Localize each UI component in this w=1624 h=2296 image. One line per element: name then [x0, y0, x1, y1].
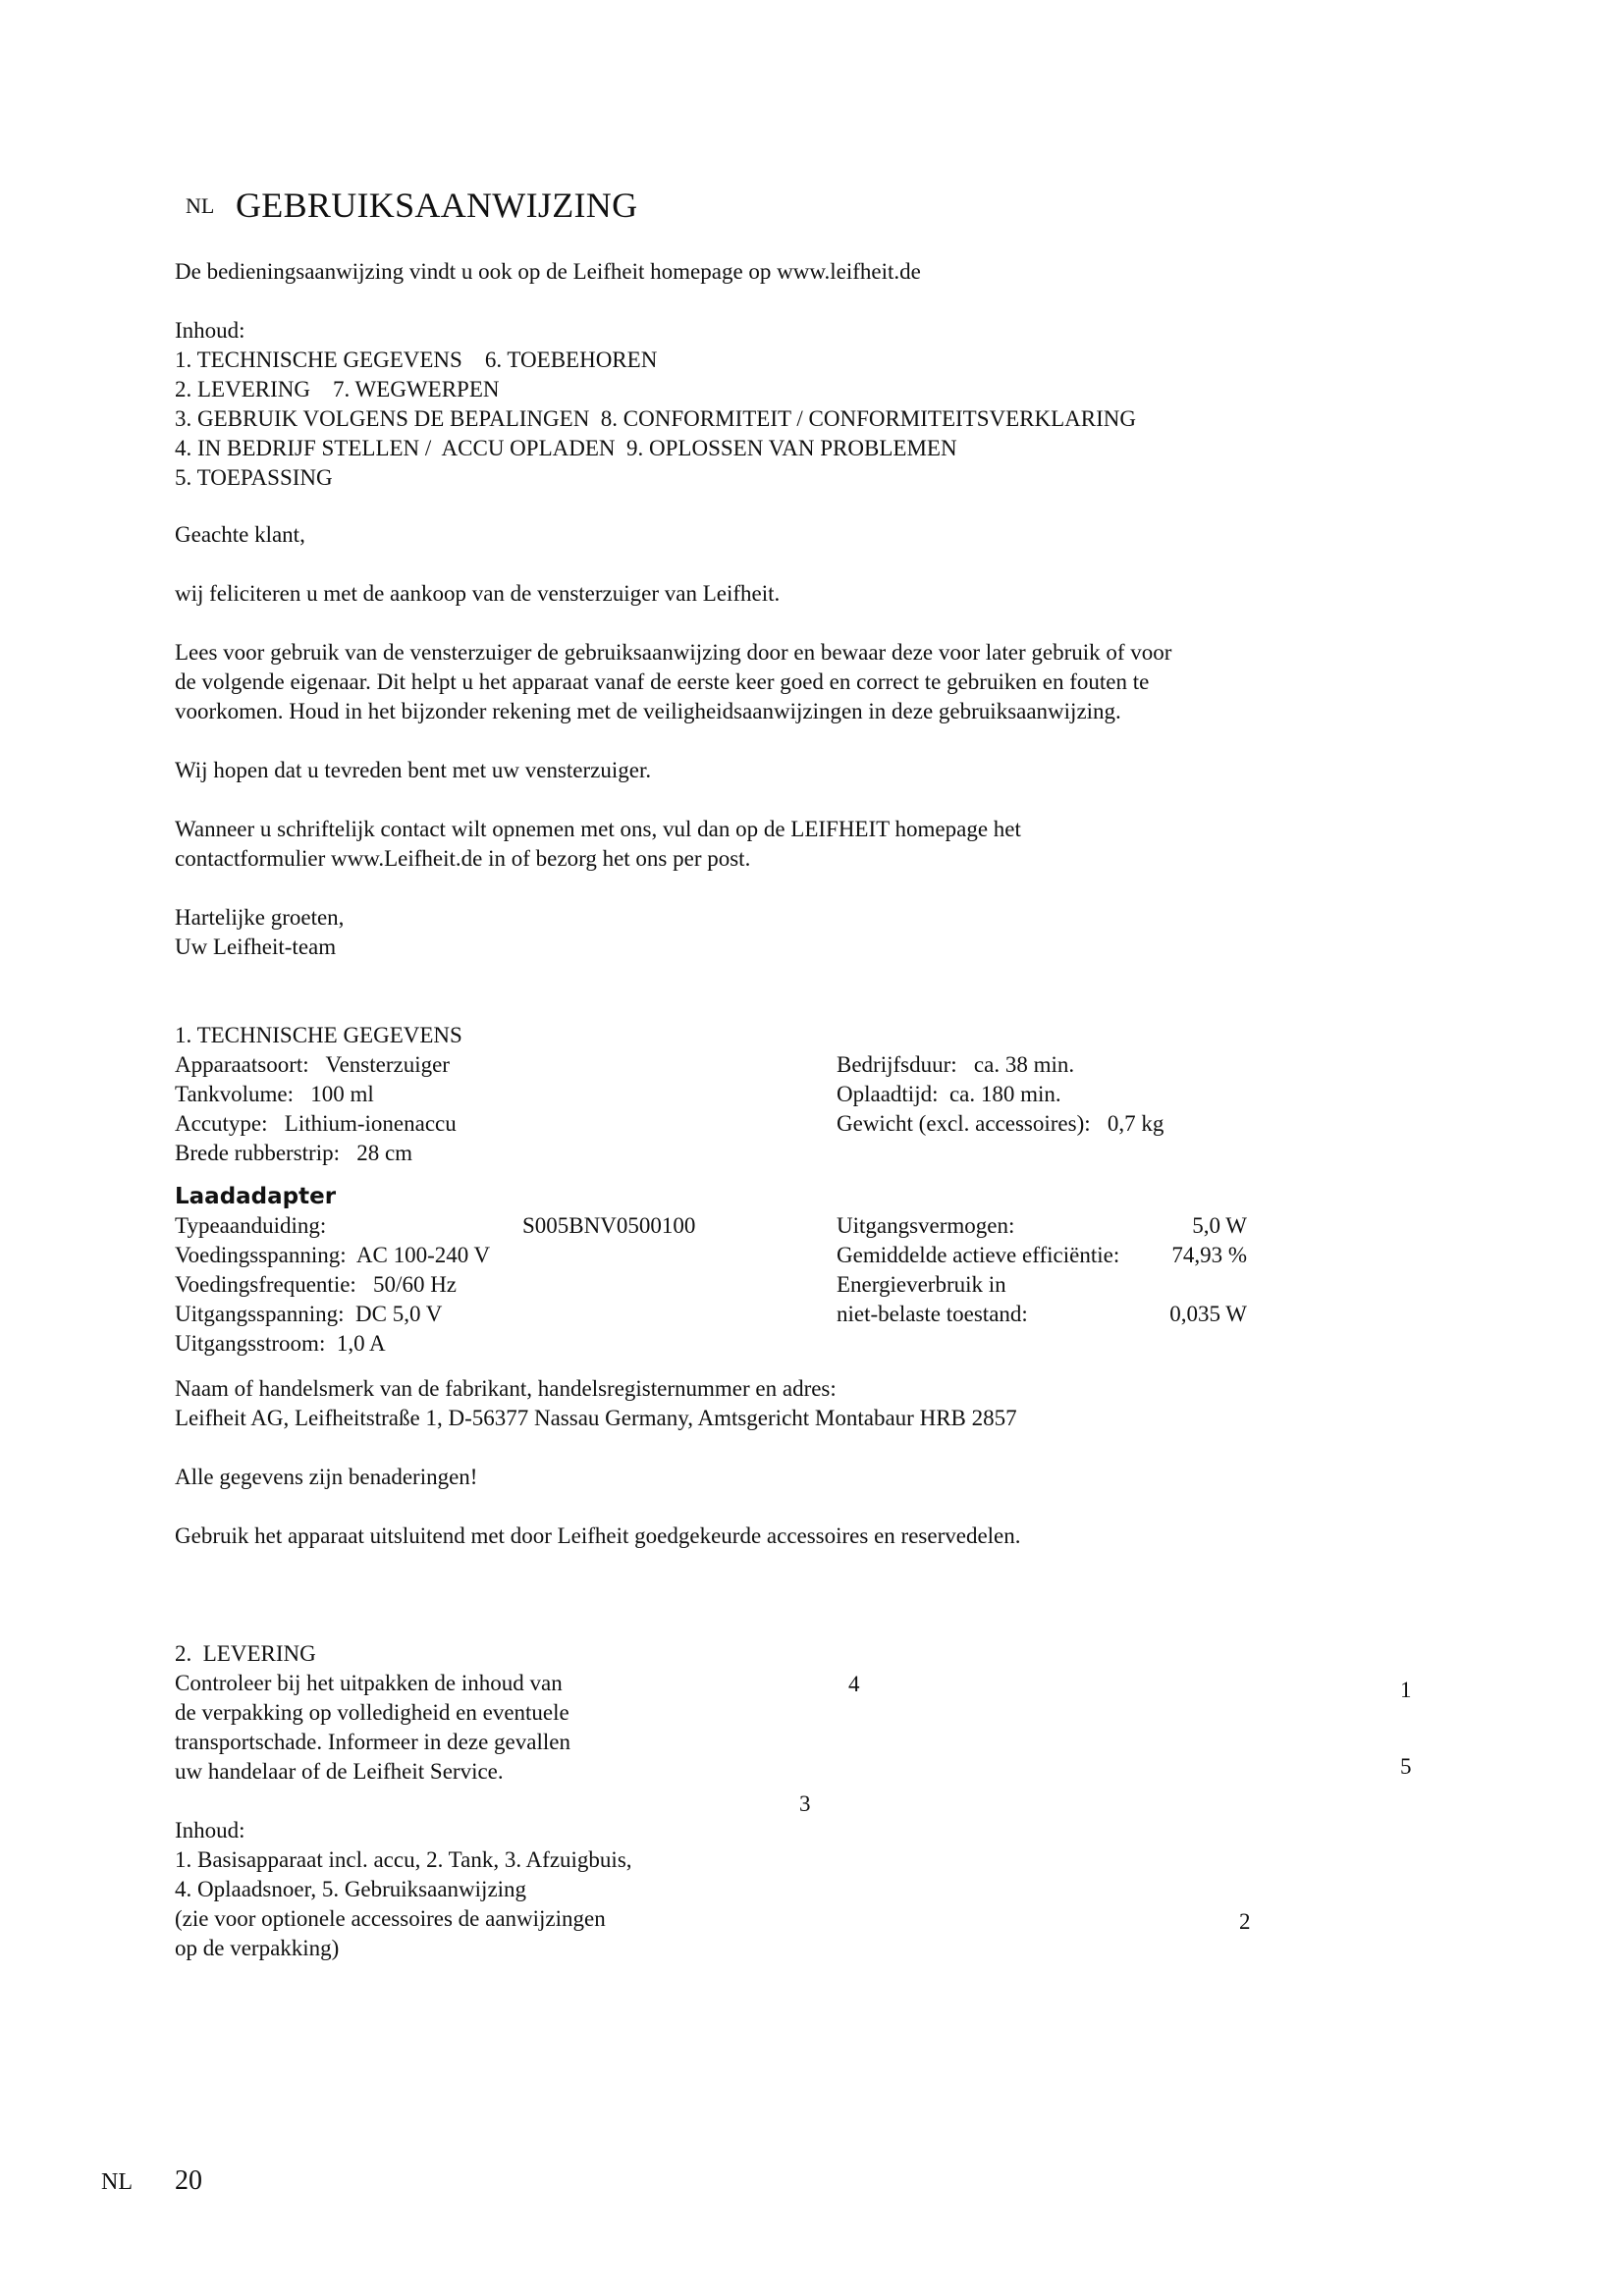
intro-section: [175, 257, 1294, 962]
spec-line: Bedrijfsduur: ca. 38 min.: [837, 1052, 1075, 1077]
read-paragraph-line: de volgende eigenaar. Dit helpt u het apparaat vanaf de eerste keer goed en correct te gebruiken en fouten te: [175, 669, 1150, 694]
approx-note: Alle gegevens zijn benaderingen!: [175, 1465, 478, 1489]
contents-heading: Inhoud:: [175, 1818, 245, 1842]
diagram-label-5: 5: [1400, 1754, 1412, 1779]
toc-item: 3. GEBRUIK VOLGENS DE BEPALINGEN 8. CONFORMITEIT / CONFORMITEITSVERKLARING: [175, 406, 1137, 431]
spec-line: Accutype: Lithium-ionenaccu: [175, 1111, 457, 1136]
read-paragraph-line: voorkomen. Houd in het bijzonder rekening met de veiligheidsaanwijzingen in deze gebruiksaanwijzing.: [175, 699, 1121, 723]
contents-line: 4. Oplaadsnoer, 5. Gebruiksaanwijzing: [175, 1877, 527, 1901]
spec-value: [1129, 1270, 1247, 1300]
language-code: NL: [186, 193, 215, 218]
levering-section: [175, 1639, 632, 1963]
toc-item: 4. IN BEDRIJF STELLEN / ACCU OPLADEN 9. OPLOSSEN VAN PROBLEMEN: [175, 436, 957, 460]
adapter-model-number: S005BNV0500100: [522, 1213, 696, 1238]
page-number: 20: [175, 2165, 202, 2196]
spec-line: Voedingsfrequentie: 50/60 Hz: [175, 1272, 458, 1297]
spec-label: niet-belaste toestand:: [837, 1302, 1028, 1326]
levering-text-line: transportschade. Informeer in deze gevallen: [175, 1730, 570, 1754]
adapter-left-column: [175, 1211, 490, 1359]
contents-line: 1. Basisapparaat incl. accu, 2. Tank, 3. Afzuigbuis,: [175, 1847, 632, 1872]
closing-line: Hartelijke groeten,: [175, 905, 345, 930]
contents-line: op de verpakking): [175, 1936, 340, 1960]
levering-text-line: de verpakking op volledigheid en eventuele: [175, 1700, 569, 1725]
spec-line: Uitgangsspanning: DC 5,0 V: [175, 1302, 443, 1326]
spec-value: 5,0 W: [1192, 1213, 1247, 1238]
manufacturer-address: Leifheit AG, Leifheitstraße 1, D-56377 Nassau Germany, Amtsgericht Montabaur HRB 2857: [175, 1406, 1017, 1430]
spec-value: 0,035 W: [1169, 1302, 1247, 1326]
contact-line: contactformulier www.Leifheit.de in of bezorg het ons per post.: [175, 846, 751, 871]
tech-right-column: [837, 1050, 1164, 1139]
diagram-label-4: 4: [848, 1672, 860, 1696]
spec-label: Uitgangsvermogen:: [837, 1213, 1015, 1238]
accessories-note: Gebruik het apparaat uitsluitend met door Leifheit goedgekeurde accessoires en reservedelen.: [175, 1523, 1021, 1548]
spec-line: Gewicht (excl. accessoires): 0,7 kg: [837, 1111, 1164, 1136]
section-heading: 2. LEVERING: [175, 1641, 316, 1666]
contact-line: Wanneer u schriftelijk contact wilt opnemen met ons, vul dan op de LEIFHEIT homepage het: [175, 817, 1021, 841]
toc-item: 2. LEVERING 7. WEGWERPEN: [175, 377, 500, 401]
contents-line: (zie voor optionele accessoires de aanwijzingen: [175, 1906, 606, 1931]
spec-line: Brede rubberstrip: 28 cm: [175, 1141, 413, 1165]
closing-line: Uw Leifheit-team: [175, 934, 337, 959]
toc-item: 5. TOEPASSING: [175, 465, 333, 490]
section-heading: 1. TECHNISCHE GEGEVENS: [175, 1023, 462, 1047]
spec-line: Typeaanduiding:: [175, 1213, 327, 1238]
homepage-note: De bedieningsaanwijzing vindt u ook op de Leifheit homepage op www.leifheit.de: [175, 259, 921, 284]
toc-item: 1. TECHNISCHE GEGEVENS 6. TOEBEHOREN: [175, 347, 658, 372]
footer-language-code: NL: [101, 2169, 133, 2195]
spec-line: Oplaadtijd: ca. 180 min.: [837, 1082, 1061, 1106]
read-paragraph-line: Lees voor gebruik van de vensterzuiger de gebruiksaanwijzing door en bewaar deze voor later gebruik of voor: [175, 640, 1172, 665]
spec-label: Energieverbruik in: [837, 1272, 1006, 1297]
adapter-heading: Laadadapter: [175, 1184, 337, 1209]
tech-section: [175, 1021, 462, 1168]
spec-line: Apparaatsoort: Vensterzuiger: [175, 1052, 450, 1077]
diagram-label-3: 3: [799, 1791, 811, 1816]
adapter-right-values: [1129, 1211, 1247, 1329]
diagram-label-1: 1: [1400, 1678, 1412, 1702]
spec-line: Uitgangsstroom: 1,0 A: [175, 1331, 386, 1356]
adapter-right-labels: [837, 1211, 1119, 1329]
page-title: GEBRUIKSAANWIJZING: [236, 186, 638, 225]
levering-text-line: uw handelaar of de Leifheit Service.: [175, 1759, 504, 1784]
greeting: Geachte klant,: [175, 522, 305, 547]
spec-label: Gemiddelde actieve efficiëntie:: [837, 1243, 1120, 1267]
congrats-text: wij feliciteren u met de aankoop van de vensterzuiger van Leifheit.: [175, 581, 781, 606]
manufacturer-section: [175, 1374, 1021, 1551]
levering-text-line: Controleer bij het uitpakken de inhoud van: [175, 1671, 563, 1695]
hope-text: Wij hopen dat u tevreden bent met uw vensterzuiger.: [175, 758, 652, 782]
spec-line: Voedingsspanning: AC 100-240 V: [175, 1243, 491, 1267]
diagram-label-2: 2: [1239, 1909, 1251, 1934]
manufacturer-label: Naam of handelsmerk van de fabrikant, handelsregisternummer en adres:: [175, 1376, 837, 1401]
toc-heading: Inhoud:: [175, 318, 245, 343]
spec-value: 74,93 %: [1171, 1243, 1247, 1267]
spec-line: Tankvolume: 100 ml: [175, 1082, 374, 1106]
